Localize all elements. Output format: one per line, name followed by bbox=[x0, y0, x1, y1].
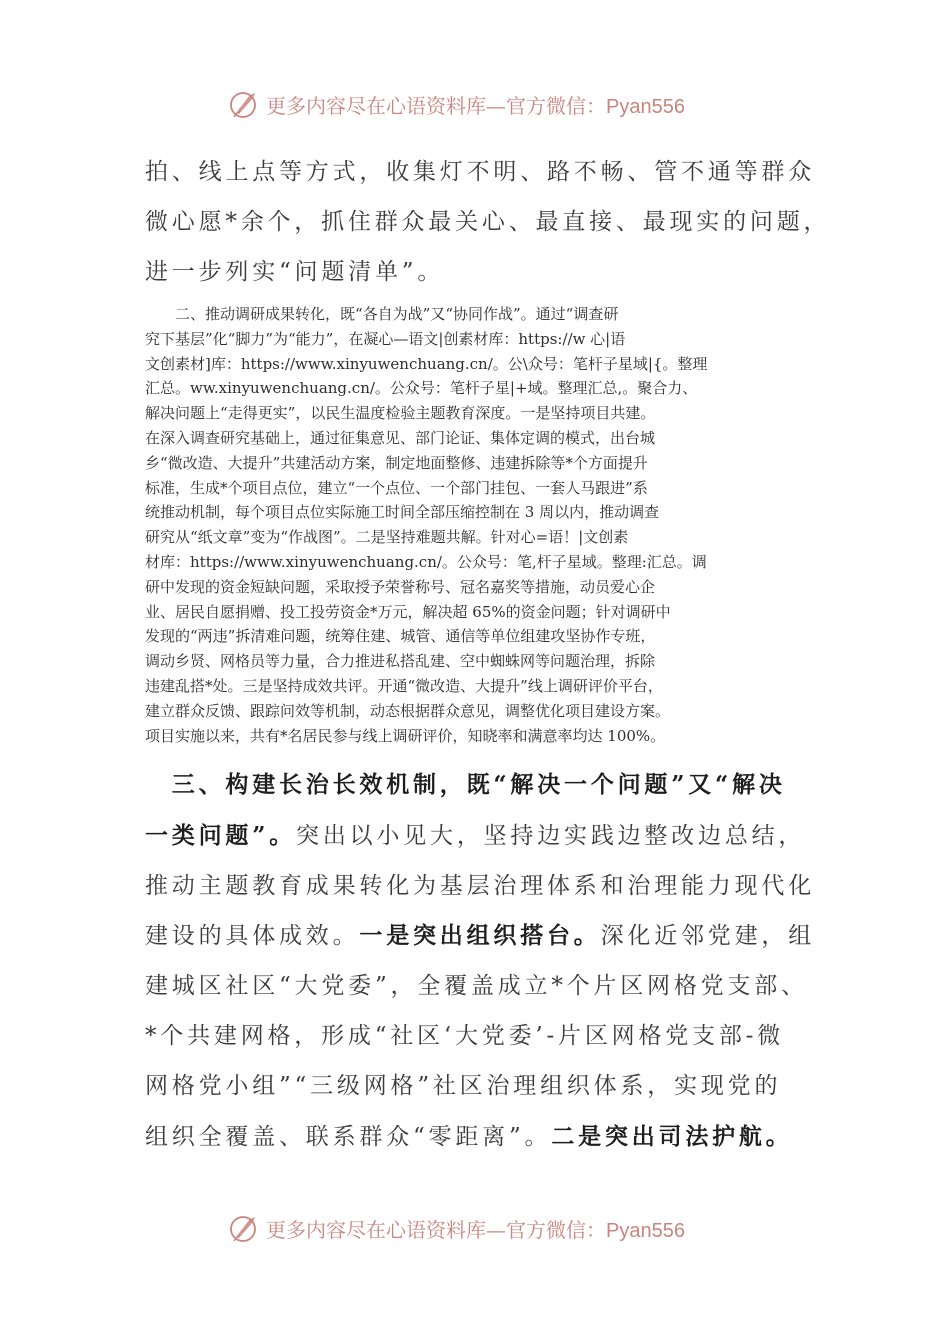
text-line: 在深入调查研究基础上，通过征集意见、部门论证、集体定调的模式，出台城 bbox=[145, 428, 656, 447]
paragraph-top bbox=[145, 148, 831, 297]
text-line: 统推动机制，每个项目点位实际施工时间全部压缩控制在 3 周以内，推动调查 bbox=[145, 503, 660, 522]
pen-nib-logo-icon bbox=[228, 87, 262, 121]
text-line: 研中发现的资金短缺问题，采取授予荣誉称号、冠名嘉奖等措施，动员爱心企 bbox=[145, 577, 656, 596]
text-line: 材库：https://www.xinyuwenchuang.cn/。公众号：笔,杆子星域。整理:汇总。调 bbox=[145, 552, 707, 571]
text-line: 发现的“两违”拆清难问题，统筹住建、城管、通信等单位组建攻坚协作专班， bbox=[145, 627, 656, 646]
text-line: 进一步列实“问题清单”。 bbox=[145, 258, 445, 285]
watermark-text: 更多内容尽在心语资料库—官方微信：Pyan556 bbox=[266, 93, 685, 118]
text-line: 文创素材]库：https://www.xinyuwenchuang.cn/。公\众号：笔杆子星域|{。整理 bbox=[145, 354, 708, 373]
text-line: 拍、线上点等方式，收集灯不明、路不畅、管不通等群众 bbox=[145, 159, 815, 185]
text-line: 建立群众反馈、跟踪问效等机制，动态根据群众意见，调整优化项目建设方案。 bbox=[145, 701, 671, 720]
text-line: 标准，生成*个项目点位，建立“一个点位、一个部门挂包、一套人马跟进”系 bbox=[145, 478, 648, 497]
text-line: *个共建网格，形成“社区‘大党委’-片区网格党支部-微 bbox=[145, 1022, 785, 1049]
text-line: 调动乡贤、网格员等力量，合力推进私搭乱建、空中蜘蛛网等问题治理，拆除 bbox=[145, 652, 656, 671]
text-line: 推动主题教育成果转化为基层治理体系和治理能力现代化 bbox=[145, 872, 815, 899]
paragraph-small bbox=[145, 302, 815, 748]
text-line: 二、推动调研成果转化，既“各自为战”又“协同作战”。通过“调查研 bbox=[145, 305, 619, 323]
watermark-header bbox=[228, 84, 748, 124]
text-line: 一类问题”。突出以小见大，坚持边实践边整改边总结， bbox=[145, 821, 806, 849]
section-heading: 三、构建长治长效机制，既“解决一个问题”又“解决 bbox=[145, 771, 786, 798]
paragraph-bottom bbox=[145, 760, 816, 1162]
text-line: 业、居民自愿捐赠、投工投劳资金*万元，解决超 65%的资金问题；针对调研中 bbox=[145, 602, 671, 621]
text-line: 究下基层”化“脚力”为“能力”，在凝心—语文|创素材库：https://w 心|语 bbox=[145, 329, 626, 348]
text-line: 微心愿*余个，抓住群众最关心、最直接、最现实的问题， bbox=[145, 208, 831, 235]
text-line: 乡“微改造、大提升”共建活动方案，制定地面整修、违建拆除等*个方面提升 bbox=[145, 453, 648, 472]
text-line: 建城区社区“大党委”，全覆盖成立*个片区网格党支部、 bbox=[145, 973, 808, 1000]
watermark-text: 更多内容尽在心语资料库—官方微信：Pyan556 bbox=[266, 1217, 685, 1242]
text-line: 汇总。ww.xinyuwenchuang.cn/。公众号：笔杆子星|+域。整理汇总,。聚合力、 bbox=[145, 379, 698, 398]
text-line: 违建乱搭*处。三是坚持成效共评。开通“微改造、大提升”线上调研评价平台， bbox=[145, 676, 663, 695]
text-line: 研究从“纸文章”变为“作战图”。二是坚持难题共解。针对心=语！|文创素 bbox=[145, 528, 629, 547]
pen-nib-logo-icon bbox=[228, 1211, 262, 1245]
watermark-footer bbox=[228, 1208, 748, 1248]
text-line: 建设的具体成效。一是突出组织搭台。深化近邻党建，组 bbox=[145, 922, 816, 950]
text-line: 网格党小组”“三级网格”社区治理组织体系，实现党的 bbox=[145, 1072, 782, 1099]
text-line: 解决问题上“走得更实”，以民生温度检验主题教育深度。一是坚持项目共建。 bbox=[145, 404, 656, 423]
text-line: 项目实施以来，共有*名居民参与线上调研评价，知晓率和满意率均达 100%。 bbox=[145, 726, 666, 745]
text-line: 组织全覆盖、联系群众“零距离”。二是突出司法护航。 bbox=[145, 1122, 793, 1150]
